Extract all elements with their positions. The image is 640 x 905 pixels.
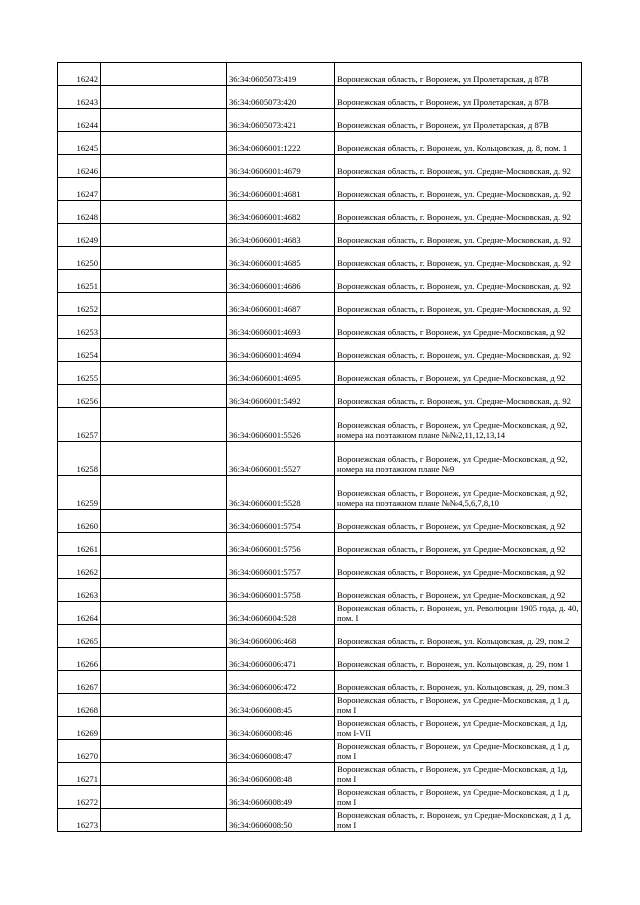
address-cell: Воронежская область, г. Воронеж, ул. Средне-Московская, д. 92 bbox=[335, 201, 582, 224]
empty-cell bbox=[101, 510, 227, 533]
table-row bbox=[58, 556, 582, 579]
cadastral-number-cell: 36:34:0606001:4679 bbox=[227, 155, 335, 178]
table-row bbox=[58, 385, 582, 408]
row-number-cell: 16265 bbox=[58, 625, 101, 648]
empty-cell bbox=[101, 763, 227, 786]
empty-cell bbox=[101, 316, 227, 339]
row-number-cell: 16272 bbox=[58, 786, 101, 809]
empty-cell bbox=[101, 786, 227, 809]
row-number-cell: 16250 bbox=[58, 247, 101, 270]
empty-cell bbox=[101, 740, 227, 763]
cadastral-number-cell: 36:34:0606001:4687 bbox=[227, 293, 335, 316]
address-cell: Воронежская область, г Воронеж, ул Средне-Московская, д 92 bbox=[335, 533, 582, 556]
cadastral-number-cell: 36:34:0606001:5758 bbox=[227, 579, 335, 602]
address-cell: Воронежская область, г. Воронеж, ул. Средне-Московская, д. 92 bbox=[335, 339, 582, 362]
row-number-cell: 16256 bbox=[58, 385, 101, 408]
row-number-cell: 16269 bbox=[58, 717, 101, 740]
address-cell: Воронежская область, г Воронеж, ул Пролетарская, д 87В bbox=[335, 86, 582, 109]
row-number-cell: 16252 bbox=[58, 293, 101, 316]
empty-cell bbox=[101, 155, 227, 178]
empty-cell bbox=[101, 694, 227, 717]
address-cell: Воронежская область, г Воронеж, ул Средне-Московская, д 92 bbox=[335, 316, 582, 339]
cadastral-number-cell: 36:34:0606008:49 bbox=[227, 786, 335, 809]
empty-cell bbox=[101, 63, 227, 86]
address-cell: Воронежская область, г Воронеж, ул Пролетарская, д 87В bbox=[335, 63, 582, 86]
table-row bbox=[58, 86, 582, 109]
table-row bbox=[58, 625, 582, 648]
table-row bbox=[58, 109, 582, 132]
empty-cell bbox=[101, 648, 227, 671]
cadastral-number-cell: 36:34:0606008:50 bbox=[227, 809, 335, 832]
address-cell: Воронежская область, г Воронеж, ул Средне-Московская, д 92 bbox=[335, 362, 582, 385]
empty-cell bbox=[101, 109, 227, 132]
table-row bbox=[58, 533, 582, 556]
row-number-cell: 16254 bbox=[58, 339, 101, 362]
row-number-cell: 16259 bbox=[58, 476, 101, 510]
address-cell: Воронежская область, г. Воронеж, ул. Кольцовская, д. 29, пом.2 bbox=[335, 625, 582, 648]
empty-cell bbox=[101, 178, 227, 201]
address-cell: Воронежская область, г. Воронеж, ул. Средне-Московская, д. 92 bbox=[335, 385, 582, 408]
table-row bbox=[58, 763, 582, 786]
address-cell: Воронежская область, г Воронеж, ул Средне-Московская, д 92 bbox=[335, 510, 582, 533]
address-cell: Воронежская область, г Воронеж, ул Средне-Московская, д 92, номера на поэтажном плане №9 bbox=[335, 442, 582, 476]
row-number-cell: 16273 bbox=[58, 809, 101, 832]
row-number-cell: 16268 bbox=[58, 694, 101, 717]
empty-cell bbox=[101, 717, 227, 740]
row-number-cell: 16258 bbox=[58, 442, 101, 476]
cadastral-number-cell: 36:34:0606001:5756 bbox=[227, 533, 335, 556]
table-row bbox=[58, 671, 582, 694]
table-row bbox=[58, 362, 582, 385]
empty-cell bbox=[101, 362, 227, 385]
registry-table-body bbox=[58, 63, 582, 832]
cadastral-number-cell: 36:34:0606008:47 bbox=[227, 740, 335, 763]
table-row bbox=[58, 270, 582, 293]
cadastral-number-cell: 36:34:0606008:48 bbox=[227, 763, 335, 786]
cadastral-number-cell: 36:34:0606001:5528 bbox=[227, 476, 335, 510]
row-number-cell: 16271 bbox=[58, 763, 101, 786]
empty-cell bbox=[101, 533, 227, 556]
cadastral-number-cell: 36:34:0606006:468 bbox=[227, 625, 335, 648]
address-cell: Воронежская область, г. Воронеж, ул Средне-Московская, д 1 д, пом I bbox=[335, 809, 582, 832]
empty-cell bbox=[101, 247, 227, 270]
empty-cell bbox=[101, 476, 227, 510]
table-row bbox=[58, 602, 582, 625]
address-cell: Воронежская область, г. Воронеж, ул. Революции 1905 года, д. 40, пом. I bbox=[335, 602, 582, 625]
cadastral-number-cell: 36:34:0606001:4683 bbox=[227, 224, 335, 247]
row-number-cell: 16249 bbox=[58, 224, 101, 247]
row-number-cell: 16242 bbox=[58, 63, 101, 86]
cadastral-number-cell: 36:34:0606001:5527 bbox=[227, 442, 335, 476]
row-number-cell: 16251 bbox=[58, 270, 101, 293]
table-row bbox=[58, 247, 582, 270]
empty-cell bbox=[101, 408, 227, 442]
cadastral-number-cell: 36:34:0606008:45 bbox=[227, 694, 335, 717]
row-number-cell: 16261 bbox=[58, 533, 101, 556]
table-row bbox=[58, 316, 582, 339]
empty-cell bbox=[101, 132, 227, 155]
empty-cell bbox=[101, 671, 227, 694]
row-number-cell: 16257 bbox=[58, 408, 101, 442]
row-number-cell: 16270 bbox=[58, 740, 101, 763]
row-number-cell: 16243 bbox=[58, 86, 101, 109]
address-cell: Воронежская область, г. Воронеж, ул. Кольцовская, д. 29, пом.3 bbox=[335, 671, 582, 694]
table-row bbox=[58, 201, 582, 224]
address-cell: Воронежская область, г Воронеж, ул Средне-Московская, д 92, номера на поэтажном плане №№4,5,6,7,8,10 bbox=[335, 476, 582, 510]
row-number-cell: 16246 bbox=[58, 155, 101, 178]
empty-cell bbox=[101, 339, 227, 362]
cadastral-number-cell: 36:34:0606006:471 bbox=[227, 648, 335, 671]
empty-cell bbox=[101, 579, 227, 602]
table-row bbox=[58, 717, 582, 740]
cadastral-number-cell: 36:34:0605073:420 bbox=[227, 86, 335, 109]
cadastral-number-cell: 36:34:0606001:5492 bbox=[227, 385, 335, 408]
table-row bbox=[58, 224, 582, 247]
table-row bbox=[58, 132, 582, 155]
empty-cell bbox=[101, 625, 227, 648]
table-row bbox=[58, 648, 582, 671]
table-row bbox=[58, 510, 582, 533]
empty-cell bbox=[101, 385, 227, 408]
empty-cell bbox=[101, 809, 227, 832]
table-row bbox=[58, 740, 582, 763]
address-cell: Воронежская область, г Воронеж, ул Средне-Московская, д 92 bbox=[335, 579, 582, 602]
row-number-cell: 16248 bbox=[58, 201, 101, 224]
address-cell: Воронежская область, г Воронеж, ул Пролетарская, д 87В bbox=[335, 109, 582, 132]
address-cell: Воронежская область, г Воронеж, ул Средне-Московская, д 92 bbox=[335, 556, 582, 579]
table-row bbox=[58, 339, 582, 362]
empty-cell bbox=[101, 86, 227, 109]
table-row bbox=[58, 579, 582, 602]
empty-cell bbox=[101, 201, 227, 224]
address-cell: Воронежская область, г. Воронеж, ул. Кольцовская, д. 8, пом. 1 bbox=[335, 132, 582, 155]
empty-cell bbox=[101, 270, 227, 293]
cadastral-number-cell: 36:34:0606001:5526 bbox=[227, 408, 335, 442]
address-cell: Воронежская область, г Воронеж, ул Средне-Московская, д 1 д, пом I bbox=[335, 786, 582, 809]
address-cell: Воронежская область, г. Воронеж, ул. Средне-Московская, д. 92 bbox=[335, 247, 582, 270]
registry-table bbox=[57, 62, 582, 832]
row-number-cell: 16263 bbox=[58, 579, 101, 602]
cadastral-number-cell: 36:34:0606006:472 bbox=[227, 671, 335, 694]
row-number-cell: 16253 bbox=[58, 316, 101, 339]
address-cell: Воронежская область, г Воронеж, ул Средне-Московская, д 1д, пом I bbox=[335, 763, 582, 786]
row-number-cell: 16262 bbox=[58, 556, 101, 579]
empty-cell bbox=[101, 556, 227, 579]
row-number-cell: 16255 bbox=[58, 362, 101, 385]
cadastral-number-cell: 36:34:0606001:4685 bbox=[227, 247, 335, 270]
cadastral-number-cell: 36:34:0606001:5757 bbox=[227, 556, 335, 579]
address-cell: Воронежская область, г. Воронеж, ул. Средне-Московская, д. 92 bbox=[335, 293, 582, 316]
cadastral-number-cell: 36:34:0605073:419 bbox=[227, 63, 335, 86]
address-cell: Воронежская область, г Воронеж, ул Средне-Московская, д 1 д, пом I bbox=[335, 740, 582, 763]
cadastral-number-cell: 36:34:0606001:4681 bbox=[227, 178, 335, 201]
empty-cell bbox=[101, 224, 227, 247]
table-row bbox=[58, 155, 582, 178]
address-cell: Воронежская область, г. Воронеж, ул. Средне-Московская, д. 92 bbox=[335, 155, 582, 178]
table-row bbox=[58, 408, 582, 442]
row-number-cell: 16260 bbox=[58, 510, 101, 533]
row-number-cell: 16266 bbox=[58, 648, 101, 671]
address-cell: Воронежская область, г Воронеж, ул Средне-Московская, д 1д, пом I-VII bbox=[335, 717, 582, 740]
empty-cell bbox=[101, 442, 227, 476]
cadastral-number-cell: 36:34:0606001:4695 bbox=[227, 362, 335, 385]
row-number-cell: 16247 bbox=[58, 178, 101, 201]
empty-cell bbox=[101, 602, 227, 625]
address-cell: Воронежская область, г. Воронеж, ул. Средне-Московская, д. 92 bbox=[335, 178, 582, 201]
address-cell: Воронежская область, г. Воронеж, ул. Средне-Московская, д. 92 bbox=[335, 270, 582, 293]
table-row bbox=[58, 476, 582, 510]
table-row bbox=[58, 63, 582, 86]
table-row bbox=[58, 694, 582, 717]
table-row bbox=[58, 293, 582, 316]
cadastral-number-cell: 36:34:0606001:4694 bbox=[227, 339, 335, 362]
table-row bbox=[58, 786, 582, 809]
table-row bbox=[58, 809, 582, 832]
cadastral-number-cell: 36:34:0606001:4693 bbox=[227, 316, 335, 339]
row-number-cell: 16267 bbox=[58, 671, 101, 694]
cadastral-number-cell: 36:34:0606001:1222 bbox=[227, 132, 335, 155]
cadastral-number-cell: 36:34:0606001:5754 bbox=[227, 510, 335, 533]
table-row bbox=[58, 442, 582, 476]
address-cell: Воронежская область, г Воронеж, ул Средне-Московская, д 1 д, пом I bbox=[335, 694, 582, 717]
address-cell: Воронежская область, г Воронеж, ул Средне-Московская, д 92, номера на поэтажном плане №№2,11,12,13,14 bbox=[335, 408, 582, 442]
table-row bbox=[58, 178, 582, 201]
cadastral-number-cell: 36:34:0606001:4686 bbox=[227, 270, 335, 293]
cadastral-number-cell: 36:34:0606004:528 bbox=[227, 602, 335, 625]
address-cell: Воронежская область, г. Воронеж, ул. Кольцовская, д. 29, пом 1 bbox=[335, 648, 582, 671]
empty-cell bbox=[101, 293, 227, 316]
cadastral-number-cell: 36:34:0606001:4682 bbox=[227, 201, 335, 224]
address-cell: Воронежская область, г. Воронеж, ул. Средне-Московская, д. 92 bbox=[335, 224, 582, 247]
row-number-cell: 16244 bbox=[58, 109, 101, 132]
row-number-cell: 16264 bbox=[58, 602, 101, 625]
cadastral-number-cell: 36:34:0606008:46 bbox=[227, 717, 335, 740]
cadastral-number-cell: 36:34:0605073:421 bbox=[227, 109, 335, 132]
row-number-cell: 16245 bbox=[58, 132, 101, 155]
